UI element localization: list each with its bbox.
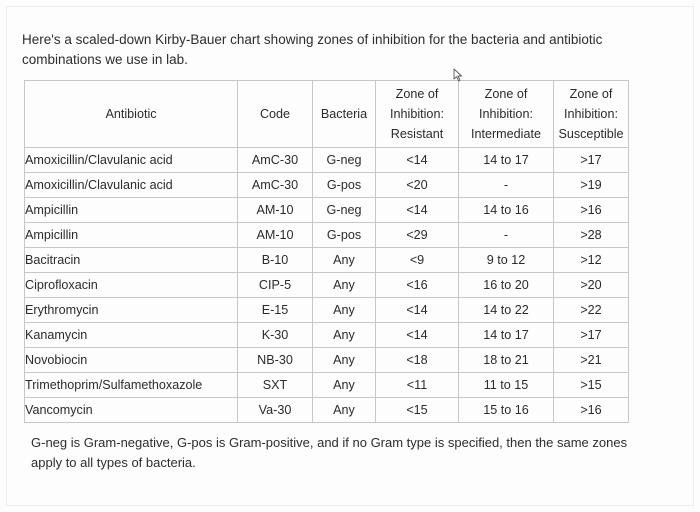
header-antibiotic [25, 81, 238, 148]
cell-antibiotic: Erythromycin [25, 298, 238, 323]
header-line: Inhibition: [564, 107, 618, 121]
header-line: Bacteria [320, 107, 368, 121]
table-row [25, 173, 629, 198]
cell-code: AmC-30 [238, 173, 313, 198]
kirby-bauer-table [24, 80, 629, 423]
cell-bacteria: Any [313, 373, 376, 398]
cell-intermediate: 14 to 16 [459, 198, 554, 223]
cell-intermediate: - [459, 223, 554, 248]
header-line: Antibiotic [105, 107, 157, 121]
cell-resistant: <14 [376, 148, 459, 173]
cell-bacteria: Any [313, 348, 376, 373]
cell-resistant: <20 [376, 173, 459, 198]
header-line: Zone of [569, 87, 613, 101]
cell-susceptible: >17 [554, 323, 629, 348]
cell-code: AM-10 [238, 198, 313, 223]
cell-code: NB-30 [238, 348, 313, 373]
table-row [25, 298, 629, 323]
table-row [25, 348, 629, 373]
cell-intermediate: 11 to 15 [459, 373, 554, 398]
cell-susceptible: >12 [554, 248, 629, 273]
cell-resistant: <16 [376, 273, 459, 298]
cell-antibiotic: Ciprofloxacin [25, 273, 238, 298]
cell-resistant: <11 [376, 373, 459, 398]
cell-susceptible: >15 [554, 373, 629, 398]
cell-antibiotic: Amoxicillin/Clavulanic acid [25, 173, 238, 198]
cell-code: B-10 [238, 248, 313, 273]
table-row [25, 398, 629, 423]
cell-intermediate: 9 to 12 [459, 248, 554, 273]
cell-susceptible: >16 [554, 198, 629, 223]
cell-antibiotic: Trimethoprim/Sulfamethoxazole [25, 373, 238, 398]
cell-antibiotic: Kanamycin [25, 323, 238, 348]
cell-antibiotic: Ampicillin [25, 223, 238, 248]
table-row [25, 223, 629, 248]
cell-bacteria: Any [313, 273, 376, 298]
cell-antibiotic: Ampicillin [25, 198, 238, 223]
cell-susceptible: >21 [554, 348, 629, 373]
cell-resistant: <9 [376, 248, 459, 273]
footnote-text: G-neg is Gram-negative, G-pos is Gram-positive, and if no Gram type is specified, then the same zones apply to all types of bacteria. [31, 435, 628, 470]
cell-intermediate: 15 to 16 [459, 398, 554, 423]
header-resistant [376, 81, 459, 148]
cell-bacteria: G-pos [313, 223, 376, 248]
table-row [25, 273, 629, 298]
cell-code: AmC-30 [238, 148, 313, 173]
header-line: Intermediate [470, 127, 541, 141]
cell-antibiotic: Bacitracin [25, 248, 238, 273]
cell-code: K-30 [238, 323, 313, 348]
header-line: Susceptible [558, 127, 624, 141]
cell-antibiotic: Amoxicillin/Clavulanic acid [25, 148, 238, 173]
header-line: Zone of [395, 87, 439, 101]
table-header-row [25, 81, 629, 148]
cell-resistant: <15 [376, 398, 459, 423]
header-intermediate [459, 81, 554, 148]
header-line: Code [259, 107, 291, 121]
cell-bacteria: G-pos [313, 173, 376, 198]
intro-text: Here's a scaled-down Kirby-Bauer chart showing zones of inhibition for the bacteria and antibiotic combinations we use in lab. [22, 32, 603, 67]
table-row [25, 373, 629, 398]
cell-resistant: <14 [376, 323, 459, 348]
cell-bacteria: G-neg [313, 148, 376, 173]
cell-intermediate: 14 to 17 [459, 323, 554, 348]
header-bacteria [313, 81, 376, 148]
header-susceptible [554, 81, 629, 148]
cell-antibiotic: Vancomycin [25, 398, 238, 423]
cell-intermediate: 16 to 20 [459, 273, 554, 298]
cell-bacteria: Any [313, 298, 376, 323]
cell-susceptible: >28 [554, 223, 629, 248]
header-line: Zone of [484, 87, 528, 101]
cell-antibiotic: Novobiocin [25, 348, 238, 373]
cell-resistant: <29 [376, 223, 459, 248]
header-line: Inhibition: [390, 107, 444, 121]
cell-susceptible: >20 [554, 273, 629, 298]
cell-bacteria: Any [313, 323, 376, 348]
table-row [25, 148, 629, 173]
cell-bacteria: G-neg [313, 198, 376, 223]
cell-susceptible: >16 [554, 398, 629, 423]
cell-bacteria: Any [313, 248, 376, 273]
cell-intermediate: 14 to 17 [459, 148, 554, 173]
cell-code: E-15 [238, 298, 313, 323]
cell-resistant: <14 [376, 298, 459, 323]
cell-code: SXT [238, 373, 313, 398]
cell-intermediate: 14 to 22 [459, 298, 554, 323]
header-line: Resistant [390, 127, 444, 141]
table-row [25, 198, 629, 223]
cell-resistant: <14 [376, 198, 459, 223]
table-row [25, 248, 629, 273]
cell-code: AM-10 [238, 223, 313, 248]
mouse-pointer-icon [453, 68, 463, 82]
cell-code: Va-30 [238, 398, 313, 423]
header-code [238, 81, 313, 148]
cell-bacteria: Any [313, 398, 376, 423]
cell-resistant: <18 [376, 348, 459, 373]
cell-susceptible: >17 [554, 148, 629, 173]
cell-code: CIP-5 [238, 273, 313, 298]
table-row [25, 323, 629, 348]
header-line: Inhibition: [479, 107, 533, 121]
cell-intermediate: - [459, 173, 554, 198]
cell-susceptible: >22 [554, 298, 629, 323]
cell-susceptible: >19 [554, 173, 629, 198]
cell-intermediate: 18 to 21 [459, 348, 554, 373]
